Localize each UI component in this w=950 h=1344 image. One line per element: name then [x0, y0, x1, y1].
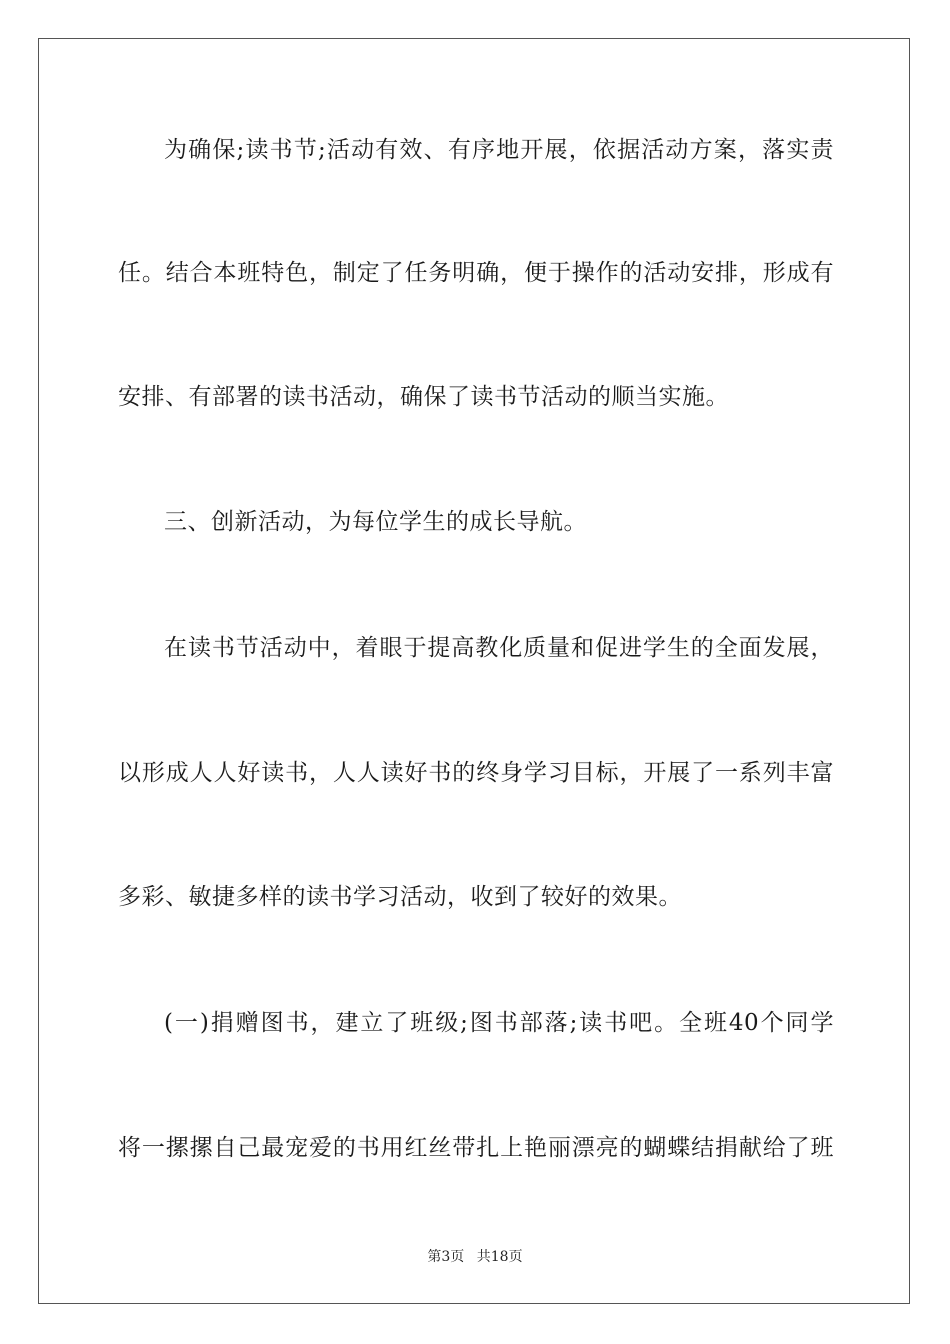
body-line-3: 安排、有部署的读书活动，确保了读书节活动的顺当实施。 [118, 384, 729, 410]
section-heading: 三、创新活动，为每位学生的成长导航。 [164, 509, 587, 535]
page-number: 第3页 [427, 1249, 465, 1265]
body-line-2: 任。结合本班特色，制定了任务明确，便于操作的活动安排，形成有 [118, 260, 834, 286]
body-line-6: 以形成人人好读书，人人读好书的终身学习目标，开展了一系列丰富 [118, 760, 834, 786]
body-line-8: (一)捐赠图书，建立了班级;图书部落;读书吧。全班40个同学 [164, 1010, 834, 1036]
body-line-9: 将一摞摞自己最宠爱的书用红丝带扎上艳丽漂亮的蝴蝶结捐献给了班 [118, 1135, 834, 1161]
body-line-7: 多彩、敏捷多样的读书学习活动，收到了较好的效果。 [118, 884, 682, 910]
body-line-5: 在读书节活动中，着眼于提高教化质量和促进学生的全面发展， [164, 635, 834, 661]
page-footer [0, 1248, 950, 1266]
page-border [38, 38, 910, 1304]
body-line-1: 为确保;读书节;活动有效、有序地开展，依据活动方案，落实责 [164, 137, 834, 163]
total-pages: 共18页 [476, 1249, 523, 1265]
